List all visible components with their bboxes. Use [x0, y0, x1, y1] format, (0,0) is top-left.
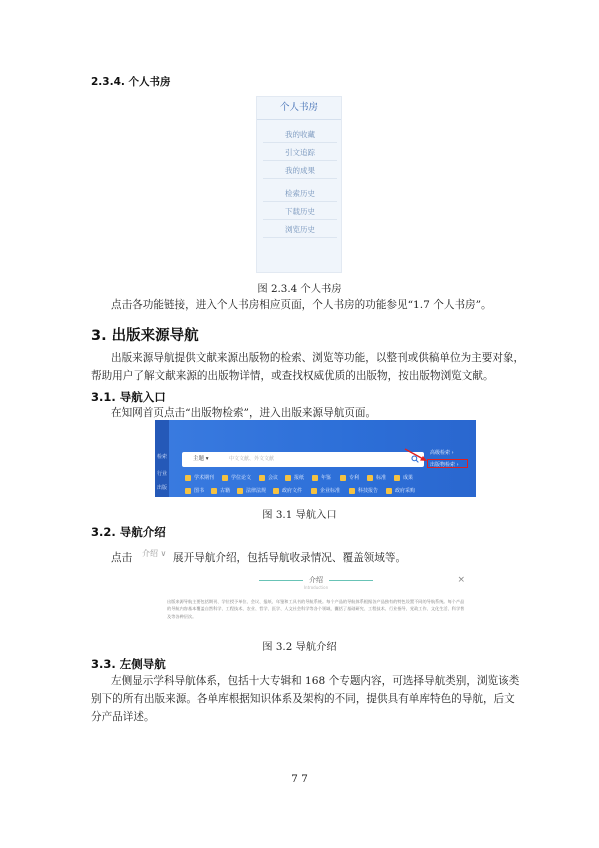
- banner-side-links: [425, 443, 475, 473]
- figure-caption-3-1: 图 3.1 导航入口: [262, 509, 337, 521]
- intro-panel-title: 介绍: [309, 576, 323, 584]
- search-input-placeholder[interactable]: 中文文献、外文文献: [229, 456, 275, 462]
- paragraph-3-3-line3: 分产品详述。: [91, 711, 155, 723]
- intro-sentence-suffix: 展开导航介绍，包括导航收录情况、覆盖领域等。: [173, 552, 407, 564]
- section-heading-3-1: 3.1. 导航入口: [91, 390, 166, 404]
- search-box[interactable]: [182, 452, 424, 467]
- intro-panel-body: 出版来源导航主要包括期刊、学位授予单位、会议、报纸、年鉴和工具书的导航系统。每个产品的导航体系根据各产品独有的特色设置不同的导航系统。每个产品的导航内容基本覆盖自然科学、工程技术、农业、哲学、医学、人文社会科学等各个领域，囊括了基础研究、工程技术、行业指导、党政工作、文化生活、科学普及等各种层次。: [167, 599, 465, 619]
- paragraph-3-line2: 帮助用户了解文献来源的出版物详情，或查找权威优质的出版物，按出版物浏览文献。: [91, 370, 494, 382]
- resource-type-link[interactable]: 科技报告: [349, 487, 378, 495]
- banner-left-label[interactable]: 行业: [157, 471, 168, 477]
- close-icon[interactable]: ×: [457, 575, 465, 585]
- title-divider-right: [329, 580, 373, 581]
- library-item-my-achievements[interactable]: 我的成果: [263, 163, 337, 179]
- library-item-download-history[interactable]: 下载历史: [263, 204, 337, 220]
- cnki-homepage-banner: [155, 420, 476, 497]
- section-heading-3-3: 3.3. 左侧导航: [91, 657, 166, 671]
- personal-library-panel: [256, 96, 342, 273]
- banner-left-strip: [155, 420, 169, 497]
- resource-type-link[interactable]: 成果: [394, 474, 413, 482]
- intro-toggle-button[interactable]: 介绍 ∨: [142, 549, 167, 558]
- resource-type-link[interactable]: 古籍: [211, 487, 230, 495]
- paragraph-3-3-line2: 别下的所有出版来源。各单库根据知识体系及架构的不同，提供具有单库特色的导航，后文: [91, 693, 515, 705]
- resource-type-link[interactable]: 专利: [340, 474, 359, 482]
- resource-type-link[interactable]: 学位论文: [222, 474, 251, 482]
- paragraph-3-line1: 出版来源导航提供文献来源出版物的检索、浏览等功能，以整刊或供稿单位为主要对象，: [111, 352, 525, 364]
- resource-type-link[interactable]: 企业标准: [311, 487, 340, 495]
- paragraph-3-1: 在知网首页点击“出版物检索”，进入出版来源导航页面。: [111, 407, 377, 419]
- publication-search-link[interactable]: 出版物检索 ›: [430, 462, 459, 468]
- paragraph-3-3-line1: 左侧显示学科导航体系，包括十大专辑和 168 个专题内容，可选择导航类别，浏览该类: [111, 675, 520, 687]
- intro-panel-subtitle: Introduction: [303, 585, 329, 590]
- section-heading-3-2: 3.2. 导航介绍: [91, 525, 166, 539]
- library-item-citation-tracking[interactable]: 引文追踪: [263, 145, 337, 161]
- resource-type-link[interactable]: 法律法规: [237, 487, 266, 495]
- paragraph-library-links: 点击各功能链接，进入个人书房相应页面，个人书房的功能参见“1.7 个人书房”。: [111, 299, 492, 311]
- page-number: 7 7: [291, 773, 308, 785]
- banner-left-label[interactable]: 出版: [157, 485, 168, 491]
- library-panel-title: 个人书房: [257, 97, 341, 120]
- resource-type-link[interactable]: 报纸: [285, 474, 304, 482]
- banner-left-label[interactable]: 检索: [157, 454, 168, 460]
- section-heading-3: 3. 出版来源导航: [91, 328, 199, 344]
- publication-search-highlight: [427, 459, 468, 468]
- resource-type-link[interactable]: 政府采购: [386, 487, 415, 495]
- intro-panel: [159, 572, 473, 634]
- search-scope-dropdown[interactable]: 主题 ▾: [193, 456, 209, 462]
- resource-type-link[interactable]: 图书: [185, 487, 204, 495]
- library-item-favorites[interactable]: 我的收藏: [263, 127, 337, 143]
- resource-type-link[interactable]: 年鉴: [312, 474, 331, 482]
- intro-sentence-prefix: 点击: [111, 552, 133, 564]
- section-heading-2-3-4: 2.3.4. 个人书房: [91, 76, 171, 88]
- library-item-search-history[interactable]: 检索历史: [263, 186, 337, 202]
- library-item-browse-history[interactable]: 浏览历史: [263, 222, 337, 238]
- resource-type-link[interactable]: 政府文件: [273, 487, 302, 495]
- figure-caption-2-3-4: 图 2.3.4 个人书房: [257, 283, 342, 295]
- resource-type-link[interactable]: 学术期刊: [185, 474, 214, 482]
- figure-caption-3-2: 图 3.2 导航介绍: [262, 641, 337, 653]
- resource-type-link[interactable]: 会议: [259, 474, 278, 482]
- advanced-search-link[interactable]: 高级检索 ›: [430, 450, 454, 456]
- resource-type-link[interactable]: 标准: [367, 474, 386, 482]
